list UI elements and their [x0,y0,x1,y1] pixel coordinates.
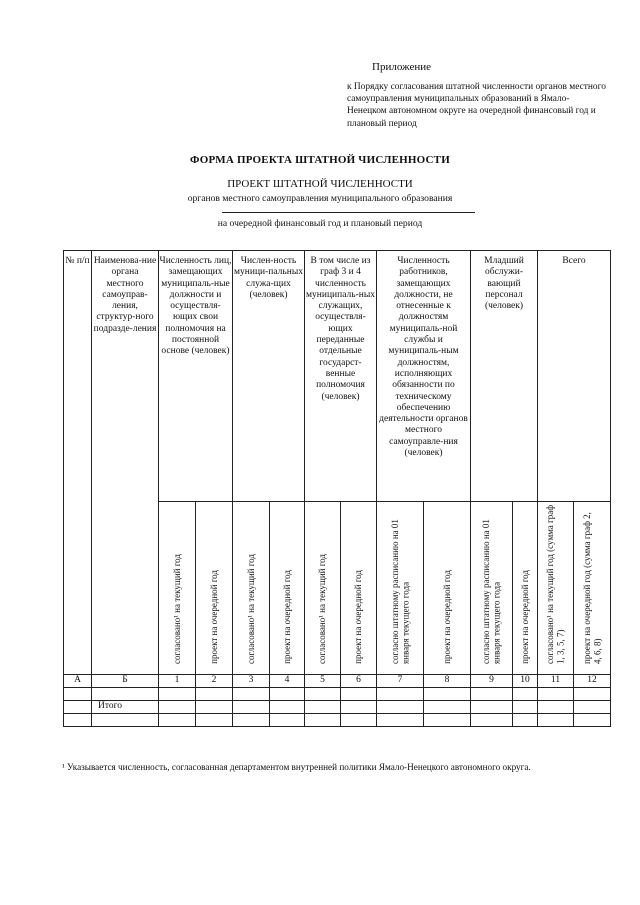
header-row [64,251,611,502]
subheader-cell: согласовано¹ на текущий год (сумма граф 1, 3, 5, 7) [538,502,574,675]
project-subtitle: органов местного самоуправления муниципального образования [187,193,453,204]
empty-row [64,714,611,727]
numbering-cell: 7 [377,675,424,688]
subheader-cell: согласовано¹ на текущий год [159,502,196,675]
col-group-technical-staff: Численность работников, замещающих должности, не отнесенные к должностям муниципаль-ной службы и муниципаль-ным должностям, исполняющих обязанности по техническому обеспечению деятельности органов местного самоуправле-ния (человек) [377,251,471,502]
project-period: на очередной финансовый год и плановый период [217,218,423,229]
subheader-cell: согласно штатному расписанию на 01 января текущего года [377,502,424,675]
col-group-junior-staff: Младший обслужи-вающий персонал (человек) [471,251,538,502]
numbering-cell: Б [92,675,159,688]
total-row [64,701,611,714]
numbering-cell: А [64,675,92,688]
numbering-cell: 9 [471,675,513,688]
subheader-cell: проект на очередной год [513,502,538,675]
col-group-municipal-positions: Численность лиц, замещающих муниципаль-ные должности и осуществля-ющих свои полномочия на постоянной основе (человек) [159,251,233,502]
numbering-cell: 1 [159,675,196,688]
project-title: ПРОЕКТ ШТАТНОЙ ЧИСЛЕННОСТИ [227,178,413,190]
subheader-cell: проект на очередной год (сумма граф 2, 4, 6, 8) [574,502,611,675]
subheader-cell: согласовано¹ на текущий год [305,502,341,675]
numbering-cell: 12 [574,675,611,688]
numbering-cell: 3 [233,675,270,688]
col-name-header: Наименова-ние органа местного самоуправ-ления, структур-ного подразде-ления [92,251,159,675]
numbering-row [64,675,611,688]
subheader-cell: проект на очередной год [424,502,471,675]
staffing-table [63,250,611,727]
numbering-cell: 10 [513,675,538,688]
col-group-delegated-powers: В том числе из граф 3 и 4 численность муниципаль-ных служащих, осуществля-ющих переданные отдельные государст-венные полномочия (человек) [305,251,377,502]
col-group-total: Всего [538,251,611,502]
subheader-cell: согласно штатному расписанию на 01 января текущего года [471,502,513,675]
numbering-cell: 11 [538,675,574,688]
subheader-cell: проект на очередной год [341,502,377,675]
empty-row [64,688,611,701]
numbering-cell: 2 [196,675,233,688]
form-title: ФОРМА ПРОЕКТА ШТАТНОЙ ЧИСЛЕННОСТИ [190,154,450,166]
numbering-cell: 5 [305,675,341,688]
footnote: ¹ Указывается численность, согласованная департаментом внутренней политики Ямало-Ненецкого автономного округа. [62,762,531,772]
appendix-text: к Порядку согласования штатной численности органов местного самоуправления муниципальных образований в Ямало-Ненецком автономном округе на очередной финансовый год и плановый период [347,82,606,129]
col-group-municipal-servants: Числен-ность муници-пальных служа-щих (человек) [233,251,305,502]
appendix-title: Приложение [372,61,432,73]
subheader-cell: проект на очередной год [270,502,305,675]
subheader-cell: проект на очередной год [196,502,233,675]
numbering-cell: 8 [424,675,471,688]
numbering-cell: 6 [341,675,377,688]
numbering-cell: 4 [270,675,305,688]
municipality-blank-line [222,212,475,213]
subheader-cell: согласовано¹ на текущий год [233,502,270,675]
total-label: Итого [92,701,159,714]
col-num-header: № п/п [64,251,92,675]
